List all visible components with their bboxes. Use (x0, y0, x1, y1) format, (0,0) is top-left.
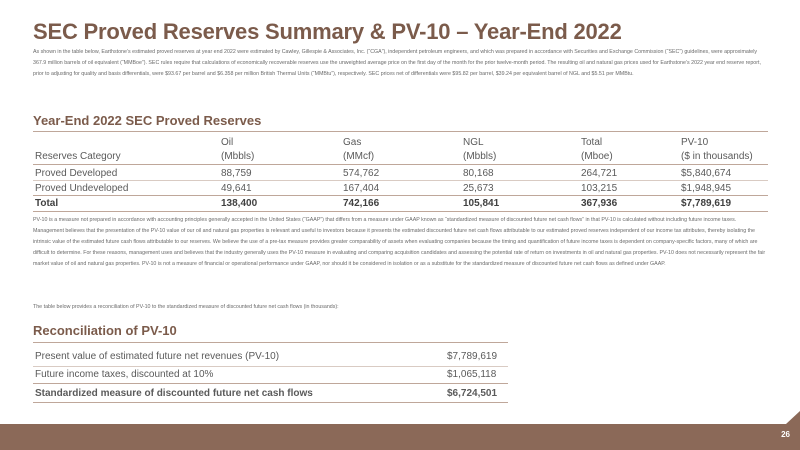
recon-total-label: Standardized measure of discounted future net cash flows (35, 388, 313, 399)
col-unit-ngl: (Mbbls) (463, 151, 497, 162)
reconciliation-heading: Reconciliation of PV-10 (33, 323, 177, 338)
col-header-gas: Gas (343, 137, 362, 148)
cell-gas: 574,762 (343, 168, 380, 179)
reconciliation-row (33, 369, 508, 381)
total-top-rule (33, 195, 768, 196)
recon-value: $1,065,118 (447, 369, 497, 380)
recon-total-bottom-rule (33, 402, 508, 403)
total-ngl: 105,841 (463, 198, 500, 209)
table-header-rule (33, 164, 768, 165)
cell-pv10: $1,948,945 (681, 183, 732, 194)
col-header-oil: Oil (221, 137, 234, 148)
recon-total-value: $6,724,501 (447, 388, 498, 399)
footer-corner-accent (786, 411, 800, 424)
col-header-category: Reserves Category (35, 151, 121, 162)
reserves-header-line1 (33, 137, 768, 149)
row-divider (33, 366, 508, 367)
pv10-note: PV-10 is a measure not prepared in accordance with accounting principles generally accepted in the United States (“GAAP”) that differs from a measure under GAAP known as “standardized measure of discounted future net cash flows” in that PV-10 is calculated without including future income taxes. Management believes that the presentation of the PV-10 value of our oil and natural gas properties is relevant and useful to investors because it presents the estimated discounted future net cash flows attributable to our estimated proved reserves independent of our income tax attributes, thereby isolating the intrinsic value of the estimated future cash flows attributable to our reserves. We believe the use of a pre-tax measure provides greater comparability of assets when evaluating companies because the timing and quantification of future income taxes is dependent on company-specific factors, many of which are difficult to determine. For these reasons, management uses and believes that the industry generally uses the PV-10 measure in evaluating and comparing acquisition candidates and assessing the potential rate of return on investments in oil and natural gas properties. PV-10 does not necessarily represent the fair market value of oil and natural gas properties. PV-10 is not a measure of financial or operational performance under GAAP, nor should it be considered in isolation or as a substitute for the standardized measure of discounted future net cash flows as defined under GAAP. (33, 217, 766, 267)
col-header-total: Total (581, 137, 603, 148)
page-title: SEC Proved Reserves Summary & PV-10 – Year-End 2022 (33, 19, 622, 44)
col-unit-oil: (Mbbls) (221, 151, 255, 162)
recon-total-top-rule (33, 383, 508, 384)
reconciliation-intro: The table below provides a reconciliation of PV-10 to the standardized measure of discounted future net cash flows (in thousands): (33, 304, 339, 310)
table-row (33, 183, 768, 195)
col-unit-gas: (MMcf) (343, 151, 375, 162)
cell-total: 103,215 (581, 183, 618, 194)
row-label: Proved Developed (35, 168, 118, 179)
recon-value: $7,789,619 (447, 351, 498, 362)
page-number: 26 (781, 430, 790, 439)
col-unit-total: (Mboe) (581, 151, 613, 162)
total-gas: 742,166 (343, 198, 380, 209)
recon-label: Future income taxes, discounted at 10% (35, 369, 214, 380)
reserves-heading-rule (33, 131, 768, 132)
col-header-pv10: PV-10 (681, 137, 709, 148)
footer-bar (0, 424, 800, 450)
table-row (33, 168, 768, 180)
cell-gas: 167,404 (343, 183, 380, 194)
reconciliation-heading-rule (33, 342, 508, 343)
reconciliation-total-row (33, 388, 508, 400)
intro-paragraph: As shown in the table below, Earthstone’s estimated proved reserves at year end 2022 were estimated by Cawley, Gillespie & Associates, Inc. (“CGA”), independent petroleum engineers, and which was prepared in accordance with Securities and Exchange Commission (“SEC”) guidelines, were approximately 367.9 million barrels of oil equivalent (“MMBoe”). SEC rules require that calculations of economically recoverable reserves use the unweighted average price on the first day of the month for the prior twelve-month period. The resulting oil and natural gas prices used for Earthstone’s 2022 year end reserve report, prior to adjusting for quality and basis differentials, were $93.67 per barrel and $6.358 per million British Thermal Units (“MMBtu”), respectively. SEC prices net of differentials were $95.82 per barrel, $39.24 per equivalent barrel of NGL and $5.51 per MMBtu. (33, 49, 761, 77)
cell-pv10: $5,840,674 (681, 168, 732, 179)
total-pv10: $7,789,619 (681, 198, 732, 209)
table-total-row (33, 198, 768, 210)
col-unit-pv10: ($ in thousands) (681, 151, 753, 162)
total-label: Total (35, 198, 59, 209)
cell-ngl: 25,673 (463, 183, 494, 194)
col-header-ngl: NGL (463, 137, 484, 148)
cell-total: 264,721 (581, 168, 618, 179)
reserves-heading: Year-End 2022 SEC Proved Reserves (33, 113, 262, 128)
total-bottom-rule (33, 211, 768, 212)
cell-ngl: 80,168 (463, 168, 494, 179)
total-oil: 138,400 (221, 198, 258, 209)
reserves-header-line2 (33, 151, 768, 163)
row-label: Proved Undeveloped (35, 183, 129, 194)
cell-oil: 49,641 (221, 183, 252, 194)
recon-label: Present value of estimated future net revenues (PV-10) (35, 351, 280, 362)
reconciliation-row (33, 351, 508, 363)
row-divider (33, 180, 768, 181)
total-mboe: 367,936 (581, 198, 618, 209)
cell-oil: 88,759 (221, 168, 252, 179)
